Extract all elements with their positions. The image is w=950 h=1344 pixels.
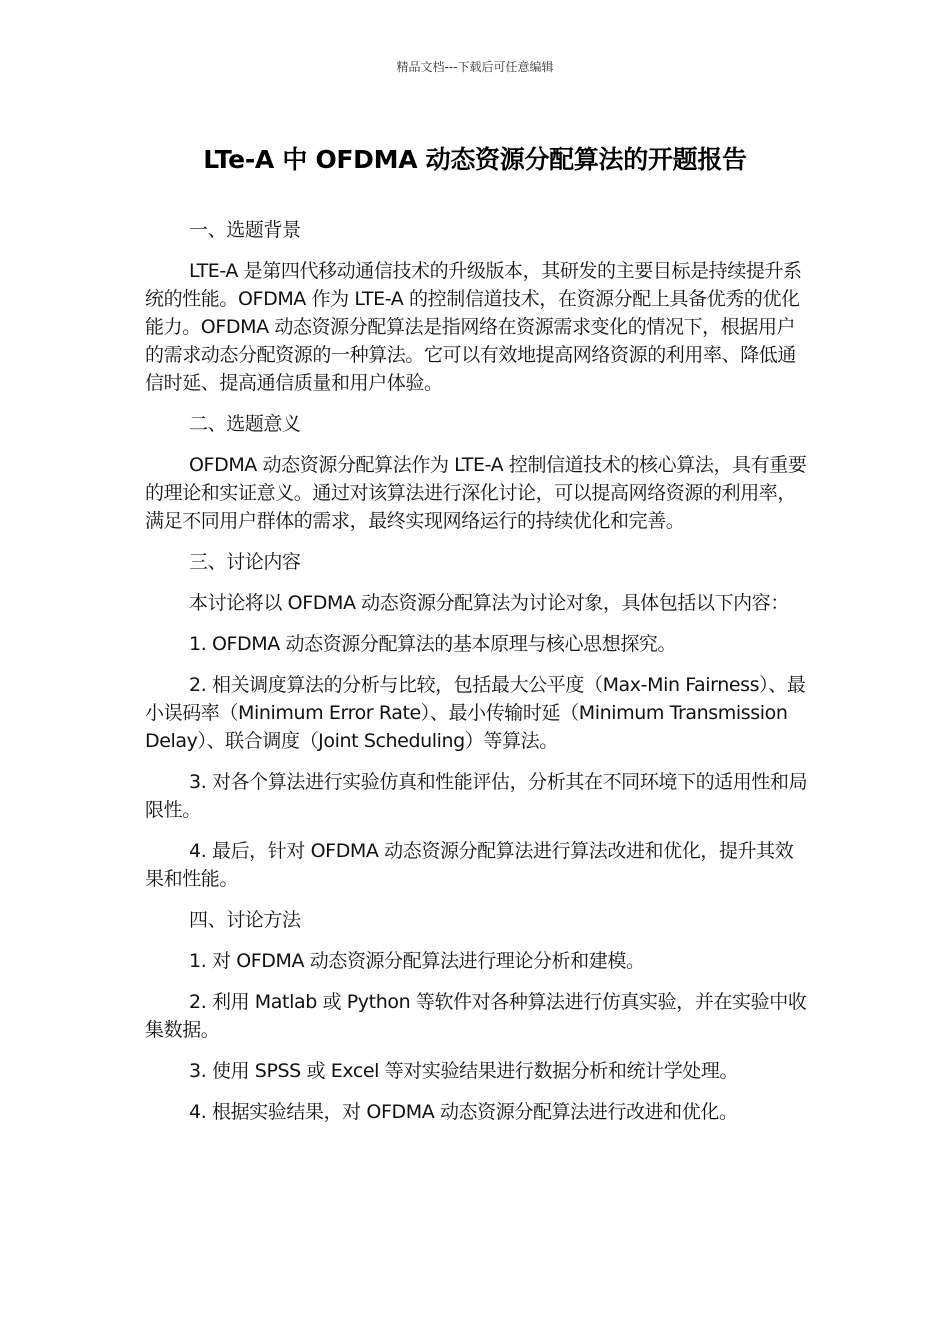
list-item-content-2: 2. 相关调度算法的分析与比较，包括最大公平度（Max-Min Fairness）、最小误码率（Minimum Error Rate）、最小传输时延（Minimum Transmission Delay）、联合调度（Joint Scheduling）等算法。 — [145, 674, 806, 752]
list-item-method-2: 2. 利用 Matlab 或 Python 等软件对各种算法进行仿真实验，并在实验中收集数据。 — [145, 991, 807, 1041]
list-item-content-4: 4. 最后，针对 OFDMA 动态资源分配算法进行算法改进和优化，提升其效果和性能。 — [145, 840, 794, 890]
list-item-content-1: 1. OFDMA 动态资源分配算法的基本原理与核心思想探究。 — [189, 633, 677, 655]
list-item-method-3: 3. 使用 SPSS 或 Excel 等对实验结果进行数据分析和统计学处理。 — [189, 1060, 739, 1082]
section-heading-methods: 四、讨论方法 — [189, 909, 301, 931]
section-heading-background: 一、选题背景 — [189, 219, 301, 241]
list-item-method-4: 4. 根据实验结果，对 OFDMA 动态资源分配算法进行改进和优化。 — [189, 1101, 738, 1123]
section-heading-content: 三、讨论内容 — [189, 551, 301, 573]
paragraph-background: LTE-A 是第四代移动通信技术的升级版本，其研发的主要目标是持续提升系统的性能。OFDMA 作为 LTE-A 的控制信道技术，在资源分配上具备优秀的优化能力。OFDMA 动态资源分配算法是指网络在资源需求变化的情况下，根据用户的需求动态分配资源的一种算法。它可以有效地提高网络资源的利用率、降低通信时延、提高通信质量和用户体验。 — [145, 260, 802, 394]
page-header-note: 精品文档---下载后可任意编辑 — [396, 60, 554, 74]
paragraph-content-intro: 本讨论将以 OFDMA 动态资源分配算法为讨论对象，具体包括以下内容： — [189, 592, 789, 614]
list-item-method-1: 1. 对 OFDMA 动态资源分配算法进行理论分析和建模。 — [189, 950, 645, 972]
section-heading-significance: 二、选题意义 — [189, 413, 301, 435]
paragraph-significance: OFDMA 动态资源分配算法作为 LTE-A 控制信道技术的核心算法，具有重要的理论和实证意义。通过对该算法进行深化讨论，可以提高网络资源的利用率，满足不同用户群体的需求，最终实现网络运行的持续优化和完善。 — [145, 454, 807, 532]
list-item-content-3: 3. 对各个算法进行实验仿真和性能评估，分析其在不同环境下的适用性和局限性。 — [145, 771, 808, 821]
document-body — [145, 216, 810, 1139]
document-title: LTe-A 中 OFDMA 动态资源分配算法的开题报告 — [203, 145, 747, 174]
